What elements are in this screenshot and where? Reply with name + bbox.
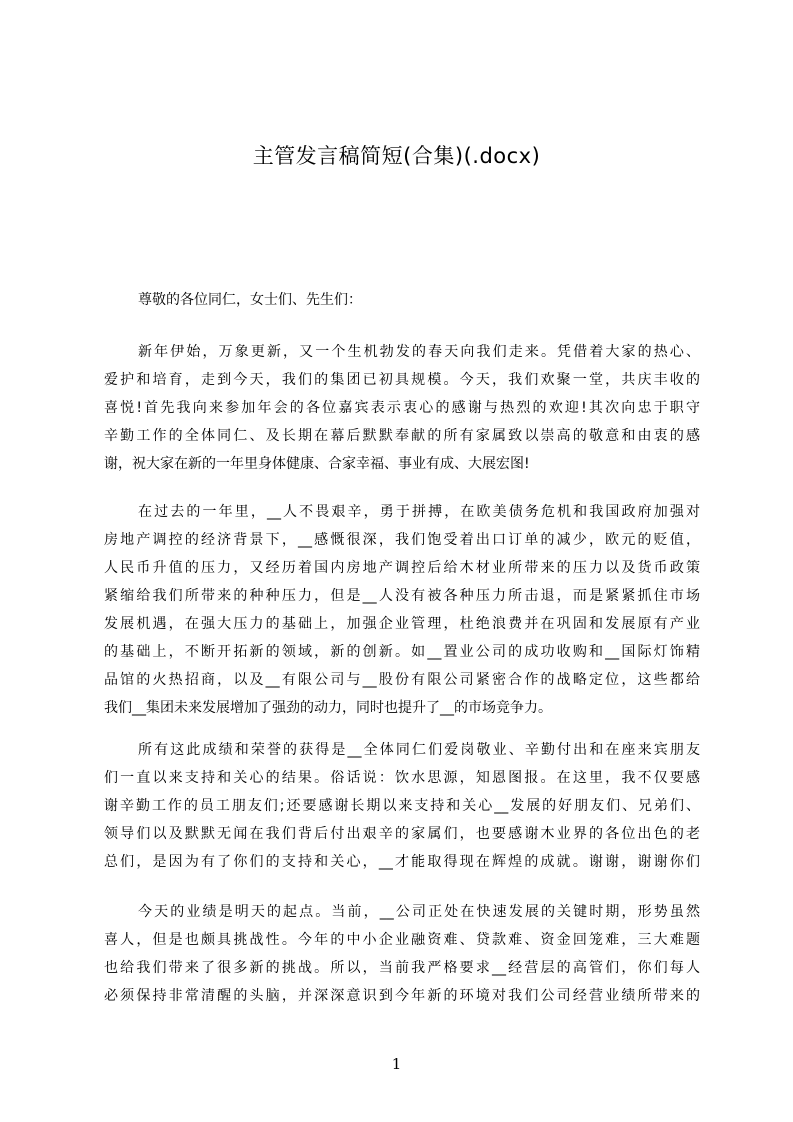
paragraph-line: 喜悦!首先我向来参加年会的各位嘉宾表示衷心的感谢与热烈的欢迎!其次向忠于职守	[104, 400, 700, 416]
paragraph-past-year	[104, 498, 700, 722]
paragraph-line: 喜人，但是也颇具挑战性。今年的中小企业融资难、贷款难、资金回笼难，三大难题	[104, 932, 700, 948]
paragraph-line: 谢，祝大家在新的一年里身体健康、合家幸福、事业有成、大展宏图!	[104, 456, 530, 472]
paragraph-line: 辛勤工作的全体同仁、及长期在幕后默默奉献的所有家属致以崇高的敬意和由衷的感	[104, 428, 700, 444]
paragraph-line: 也给我们带来了很多新的挑战。所以，当前我严格要求__经营层的高管们，你们每人	[104, 960, 700, 976]
paragraph-line: 品馆的火热招商，以及__有限公司与__股份有限公司紧密合作的战略定位，这些都给	[104, 672, 700, 688]
paragraph-line: 人民币升值的压力，又经历着国内房地产调控后给木材业所带来的压力以及货币政策	[104, 560, 700, 576]
paragraph-challenges	[104, 898, 700, 1010]
paragraph-line: 发展机遇，在强大压力的基础上，加强企业管理，杜绝浪费并在巩固和发展原有产业	[104, 616, 700, 632]
paragraph-line: 紧缩给我们所带来的种种压力，但是__人没有被各种压力所击退，而是紧紧抓住市场	[104, 588, 700, 604]
paragraph-line: 必须保持非常清醒的头脑，并深深意识到今年新的环境对我们公司经营业绩所带来的	[104, 988, 700, 1004]
salutation: 尊敬的各位同仁，女士们、先生们：	[138, 292, 362, 308]
paragraph-line: 的基础上，不断开拓新的领域，新的创新。如__置业公司的成功收购和__国际灯饰精	[104, 644, 700, 660]
paragraph-line: 今天的业绩是明天的起点。当前，__公司正处在快速发展的关键时期，形势虽然	[138, 904, 700, 920]
page-number: 1	[391, 1055, 402, 1073]
paragraph-line: 们一直以来支持和关心的结果。俗话说：饮水思源，知恩图报。在这里，我不仅要感	[104, 770, 700, 786]
paragraph-line: 我们__集团未来发展增加了强劲的动力，同时也提升了__的市场竞争力。	[104, 700, 552, 716]
paragraph-line: 新年伊始，万象更新，又一个生机勃发的春天向我们走来。凭借着大家的热心、	[138, 344, 700, 360]
paragraph-line: 领导们以及默默无闻在我们背后付出艰辛的家属们，也要感谢木业界的各位出色的老	[104, 826, 700, 842]
paragraph-line: 总们，是因为有了你们的支持和关心，__才能取得现在辉煌的成就。谢谢，谢谢你们	[104, 854, 700, 870]
paragraph-line: 所有这此成绩和荣誉的获得是__全体同仁们爱岗敬业、辛勤付出和在座来宾朋友	[138, 742, 700, 758]
paragraph-gratitude	[104, 736, 700, 876]
paragraph-line: 爱护和培育，走到今天，我们的集团已初具规模。今天，我们欢聚一堂，共庆丰收的	[104, 372, 700, 388]
paragraph-line: 在过去的一年里，__人不畏艰辛，勇于拼搏，在欧美债务危机和我国政府加强对	[138, 504, 700, 520]
paragraph-opening	[104, 338, 700, 478]
document-title: 主管发言稿简短(合集)(.docx)	[252, 144, 541, 168]
paragraph-line: 谢辛勤工作的员工朋友们;还要感谢长期以来支持和关心__发展的好朋友们、兄弟们、	[104, 798, 700, 814]
paragraph-line: 房地产调控的经济背景下，__感慨很深，我们饱受着出口订单的减少，欧元的贬值，	[104, 532, 700, 548]
